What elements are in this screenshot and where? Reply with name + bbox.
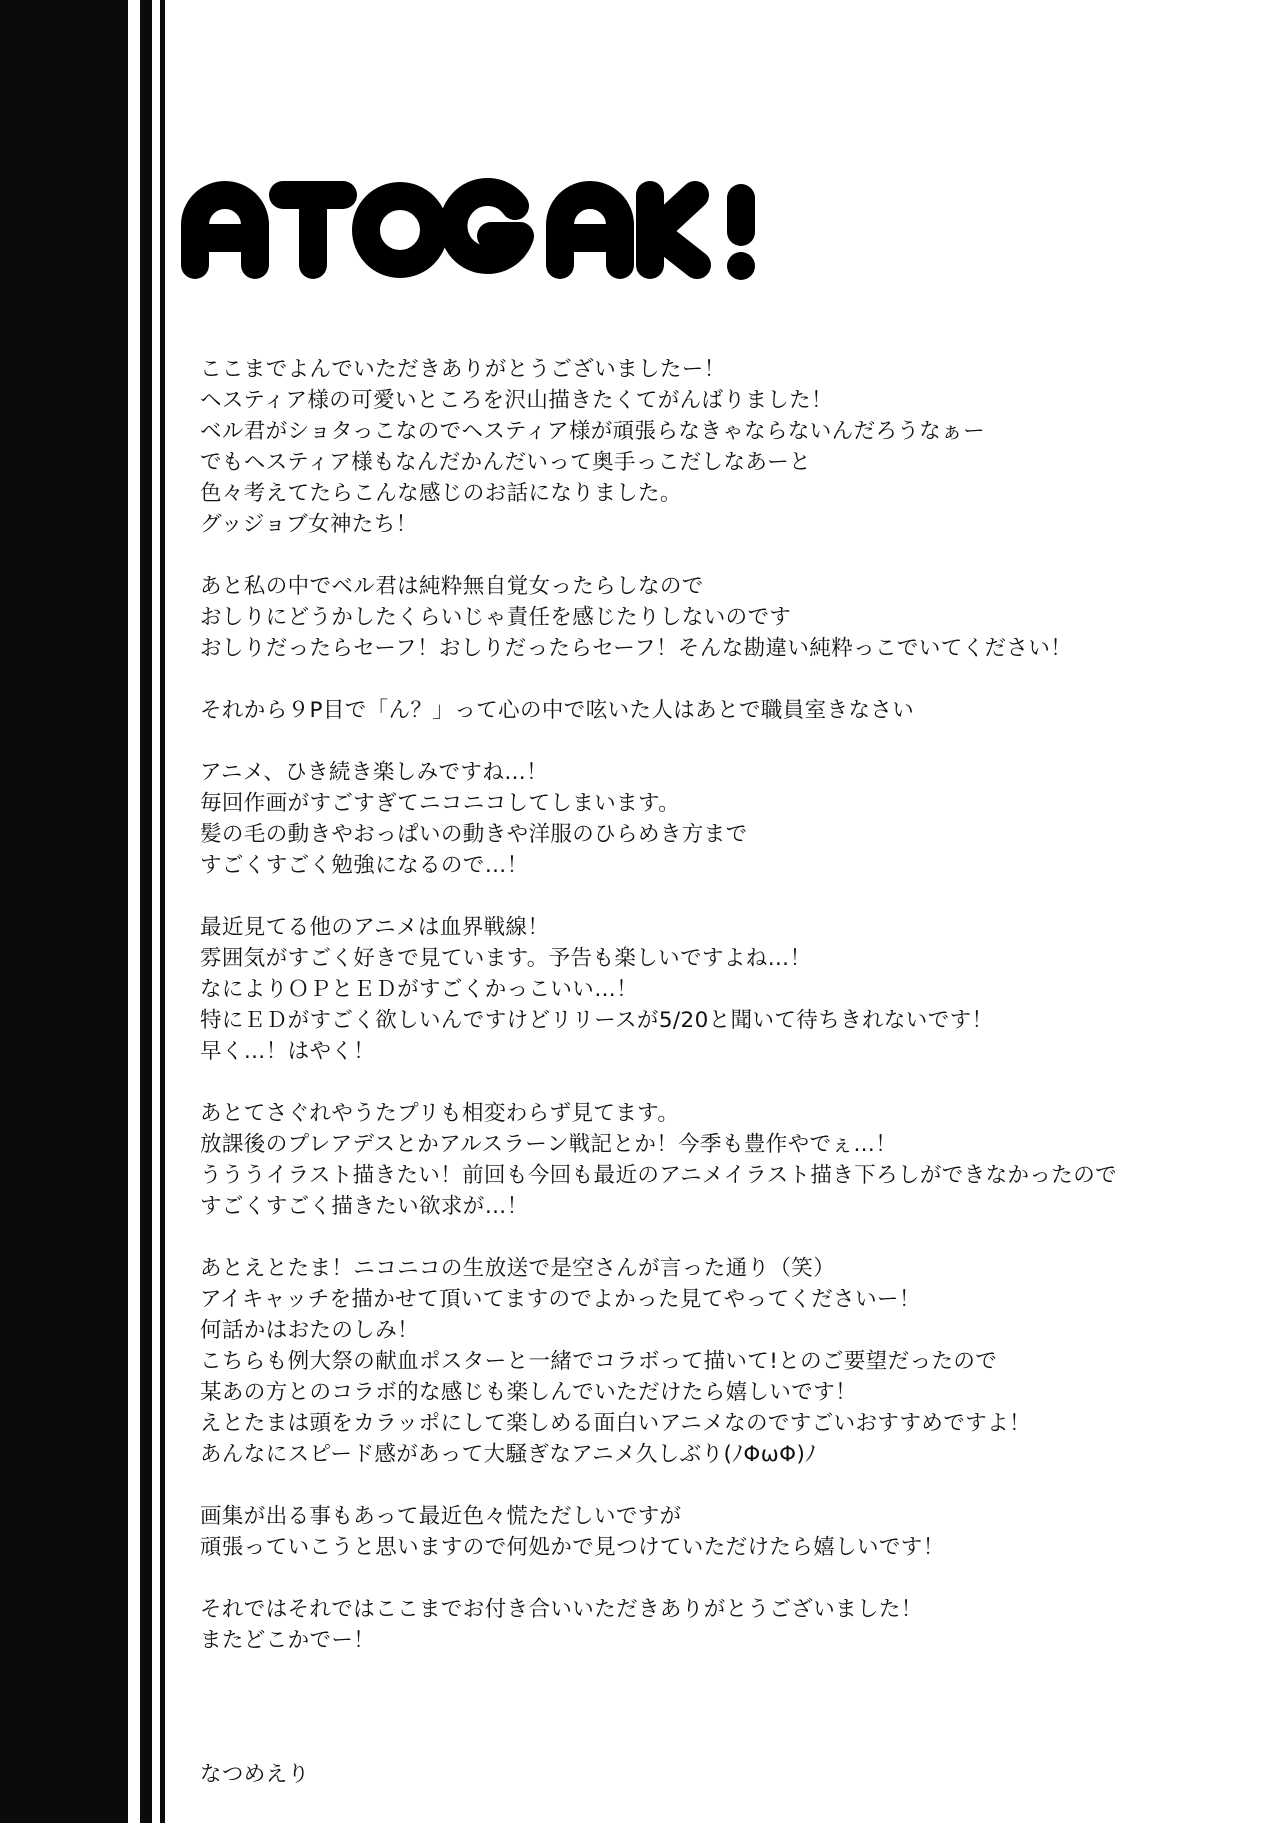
text-line: アニメ、ひき続き楽しみですね…！ xyxy=(200,760,549,785)
paragraph xyxy=(200,1501,1240,1563)
text-line: アイキャッチを描かせて頂いてますのでよかった見てやってくださいー！ xyxy=(200,1287,921,1312)
text-line: 頑張っていこうと思いますので何処かで見つけていただけたら嬉しいです！ xyxy=(200,1535,945,1560)
text-line: こちらも例大祭の献血ポスターと一緒でコラボって描いて!とのご要望だったので xyxy=(200,1349,998,1374)
atogaki-logo xyxy=(175,170,875,290)
text-line: 早く…！はやく！ xyxy=(200,1039,376,1064)
paragraph xyxy=(200,1098,1240,1222)
text-line: 画集が出る事もあって最近色々慌ただしいですが xyxy=(200,1504,682,1529)
page-title xyxy=(175,170,875,290)
text-line: おしりだったらセーフ！おしりだったらセーフ！そんな勘違い純粋っこでいてください！ xyxy=(200,636,1073,661)
text-line: 色々考えてたらこんな感じのお話になりました。 xyxy=(200,481,682,506)
text-line: すごくすごく描きたい欲求が…！ xyxy=(200,1194,529,1219)
text-line: あと私の中でベル君は純粋無自覚女ったらしなので xyxy=(200,574,704,599)
author-signature: なつめえり xyxy=(200,1762,310,1787)
text-line: 某あの方とのコラボ的な感じも楽しんでいただけたら嬉しいです！ xyxy=(200,1380,858,1405)
text-line: あんなにスピード感があって大騒ぎなアニメ久しぶり(ﾉΦωΦ)ﾉ xyxy=(200,1442,817,1467)
afterword-body xyxy=(200,354,1240,1687)
text-line: 髪の毛の動きやおっぱいの動きや洋服のひらめき方まで xyxy=(200,822,748,847)
text-line: えとたまは頭をカラッポにして楽しめる面白いアニメなのですごいおすすめですよ！ xyxy=(200,1411,1031,1436)
text-line: ベル君がショタっこなのでヘスティア様が頑張らなきゃならないんだろうなぁー xyxy=(200,419,985,444)
margin-stripe xyxy=(140,0,152,1823)
text-line: 最近見てる他のアニメは血界戦線！ xyxy=(200,915,550,940)
text-line: 特にＥＤがすごく欲しいんですけどリリースが5/20と聞いて待ちきれないです！ xyxy=(200,1008,994,1033)
text-line: 何話かはおたのしみ！ xyxy=(200,1318,420,1343)
text-line: それではそれではここまでお付き合いいただきありがとうございました！ xyxy=(200,1597,923,1622)
text-line: それから９P目で「ん？」って心の中で呟いた人はあとで職員室きなさい xyxy=(200,698,915,723)
text-line: またどこかでー！ xyxy=(200,1628,376,1653)
text-line: おしりにどうかしたくらいじゃ責任を感じたりしないのです xyxy=(200,605,792,630)
text-line: 放課後のプレアデスとかアルスラーン戦記とか！今季も豊作やでぇ…！ xyxy=(200,1132,898,1157)
paragraph xyxy=(200,757,1240,881)
text-line: 雰囲気がすごく好きで見ています。予告も楽しいですよね…！ xyxy=(200,946,812,971)
text-line: グッジョブ女神たち！ xyxy=(200,512,418,537)
margin-stripe-thin xyxy=(160,0,165,1823)
paragraph xyxy=(200,354,1240,540)
paragraph xyxy=(200,571,1240,664)
text-line: なによりＯＰとＥＤがすごくかっこいい…！ xyxy=(200,977,639,1002)
text-line: あとてさぐれやうたプリも相変わらず見てます。 xyxy=(200,1101,680,1126)
paragraph xyxy=(200,695,1240,726)
paragraph xyxy=(200,1253,1240,1470)
text-line: うううイラスト描きたい！前回も今回も最近のアニメイラスト描き下ろしができなかったので xyxy=(200,1163,1118,1188)
text-line: あとえとたま！ニコニコの生放送で是空さんが言った通り（笑） xyxy=(200,1256,836,1281)
text-line: すごくすごく勉強になるので…！ xyxy=(200,853,529,878)
text-line: でもヘスティア様もなんだかんだいって奥手っこだしなあーと xyxy=(200,450,812,475)
black-margin-bar xyxy=(0,0,128,1823)
text-line: 毎回作画がすごすぎてニコニコしてしまいます。 xyxy=(200,791,681,816)
text-line: ここまでよんでいただきありがとうございましたー！ xyxy=(200,357,726,382)
text-line: ヘスティア様の可愛いところを沢山描きたくてがんばりました！ xyxy=(200,388,833,413)
paragraph xyxy=(200,912,1240,1067)
paragraph xyxy=(200,1594,1240,1656)
